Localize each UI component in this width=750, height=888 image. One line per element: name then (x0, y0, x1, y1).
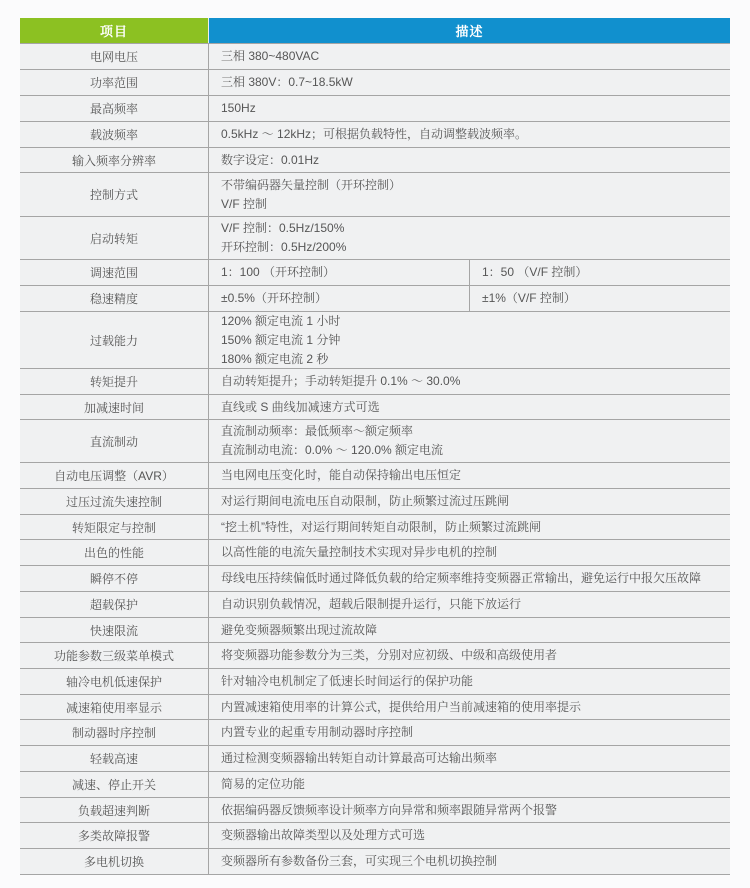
item-cell: 启动转矩 (20, 217, 209, 259)
desc-cell (209, 849, 730, 874)
item-cell: 出色的性能 (20, 540, 209, 565)
desc-line: 180% 额定电流 2 秒 (221, 351, 329, 366)
item-cell: 过压过流失速控制 (20, 489, 209, 514)
desc-line: 变频器输出故障类型以及处理方式可选 (221, 828, 426, 842)
item-cell: 加减速时间 (20, 395, 209, 419)
item-cell: 多电机切换 (20, 849, 209, 874)
desc-line: 变频器所有参数备份三套，可实现三个电机切换控制 (221, 854, 498, 868)
table-row (20, 369, 730, 395)
desc-cell (209, 260, 470, 285)
table-header-row (20, 18, 730, 44)
table-body (20, 44, 730, 875)
desc-line: 直流制动电流：0.0% ～ 120.0% 额定电流 (221, 443, 444, 457)
desc-line: 将变频器功能参数分为三类，分别对应初级、中级和高级使用者 (221, 648, 558, 662)
item-cell: 功率范围 (20, 70, 209, 95)
item-cell: 转矩提升 (20, 369, 209, 394)
item-cell: 制动器时序控制 (20, 720, 209, 745)
table-row (20, 772, 730, 798)
table-row (20, 618, 730, 643)
desc-line: ±1%（V/F 控制） (482, 291, 576, 305)
table-row (20, 148, 730, 173)
table-row (20, 286, 730, 312)
desc-line: 150% 额定电流 1 分钟 (221, 332, 341, 347)
desc-line: 直流制动频率：最低频率～额定频率 (221, 424, 414, 438)
table-row (20, 312, 730, 369)
desc-cell (209, 823, 730, 848)
desc-cell (209, 96, 730, 121)
table-row (20, 643, 730, 669)
item-cell: 过载能力 (20, 312, 209, 368)
item-cell: 轴冷电机低速保护 (20, 669, 209, 694)
item-cell: 控制方式 (20, 173, 209, 216)
table-row (20, 849, 730, 875)
table-row (20, 515, 730, 540)
desc-line: 避免变频器频繁出现过流故障 (221, 622, 378, 637)
table-row (20, 44, 730, 70)
desc-line: 内置减速箱使用率的计算公式，提供给用户当前减速箱的使用率提示 (221, 699, 582, 714)
desc-cell (209, 772, 730, 797)
item-cell: 减速箱使用率显示 (20, 695, 209, 719)
desc-cell (209, 746, 730, 771)
desc-cell (209, 566, 730, 591)
desc-line: 母线电压持续偏低时通过降低负载的给定频率维持变频器正常输出，避免运行中报欠压故障 (221, 571, 702, 585)
desc-cell (209, 669, 730, 694)
desc-line: 内置专业的起重专用制动器时序控制 (221, 725, 414, 739)
desc-line: 120% 额定电流 1 小时 (221, 313, 341, 328)
desc-line: 直线或 S 曲线加减速方式可选 (221, 399, 380, 414)
desc-cell (209, 463, 730, 488)
table-row (20, 566, 730, 592)
desc-line: ±0.5%（开环控制） (221, 291, 327, 305)
desc-cell (209, 286, 470, 311)
desc-line: 自动识别负载情况，超载后限制提升运行，只能下放运行 (221, 597, 522, 611)
item-cell: 多类故障报警 (20, 823, 209, 848)
desc-line: V/F 控制 (221, 196, 268, 211)
table-row (20, 746, 730, 772)
desc-line: 当电网电压变化时，能自动保持输出电压恒定 (221, 468, 462, 482)
item-cell: 稳速精度 (20, 286, 209, 311)
item-cell: 瞬停不停 (20, 566, 209, 591)
item-cell: 减速、停止开关 (20, 772, 209, 797)
desc-cell (209, 312, 730, 368)
desc-cell (209, 395, 730, 419)
desc-cell (209, 70, 730, 95)
desc-cell (209, 643, 730, 668)
desc-line: 对运行期间电流电压自动限制，防止频繁过流过压跳闸 (221, 494, 510, 508)
header-cell-item: 项目 (20, 18, 209, 43)
item-cell: 轻载高速 (20, 746, 209, 771)
desc-line: 依据编码器反馈频率设计频率方向异常和频率跟随异常两个报警 (221, 802, 558, 817)
item-cell: 最高频率 (20, 96, 209, 121)
item-cell: 快速限流 (20, 618, 209, 642)
desc-cell (209, 148, 730, 172)
item-cell: 调速范围 (20, 260, 209, 285)
table-row (20, 122, 730, 148)
desc-line: 1：100 （开环控制） (221, 265, 336, 279)
table-row (20, 798, 730, 823)
desc-line: 1：50 （V/F 控制） (482, 265, 588, 279)
table-row (20, 395, 730, 420)
desc-line: 简易的定位功能 (221, 777, 306, 791)
item-cell: 载波频率 (20, 122, 209, 147)
desc-cell (470, 286, 730, 311)
desc-line: 通过检测变频器输出转矩自动计算最高可达输出频率 (221, 751, 498, 765)
desc-cell (209, 44, 730, 69)
desc-line: 开环控制：0.5Hz/200% (221, 240, 347, 254)
table-row (20, 96, 730, 122)
desc-cell (209, 420, 730, 462)
desc-cell (209, 489, 730, 514)
desc-line: V/F 控制：0.5Hz/150% (221, 221, 345, 235)
desc-cell (209, 720, 730, 745)
item-cell: 电网电压 (20, 44, 209, 69)
table-row (20, 823, 730, 849)
desc-line: 0.5kHz ～ 12kHz；可根据负载特性，自动调整载波频率。 (221, 127, 528, 141)
item-cell: 功能参数三级菜单模式 (20, 643, 209, 668)
desc-cell (209, 217, 730, 259)
desc-line: 三相 380~480VAC (221, 49, 320, 63)
desc-cell (209, 695, 730, 719)
desc-line: 针对轴冷电机制定了低速长时间运行的保护功能 (221, 674, 474, 688)
desc-cell (209, 540, 730, 565)
table-row (20, 70, 730, 96)
item-cell: 超载保护 (20, 592, 209, 617)
table-row (20, 695, 730, 720)
desc-line: 不带编码器矢量控制（开环控制） (221, 177, 402, 192)
desc-cell (209, 515, 730, 539)
header-cell-description: 描述 (209, 18, 730, 43)
desc-line: 150Hz (221, 101, 256, 115)
desc-cell (209, 592, 730, 617)
desc-line: 数字设定：0.01Hz (221, 152, 320, 167)
table-row (20, 420, 730, 463)
desc-line: 自动转矩提升；手动转矩提升 0.1% ～ 30.0% (221, 374, 461, 388)
desc-cell (470, 260, 730, 285)
table-row (20, 669, 730, 695)
desc-line: 以高性能的电流矢量控制技术实现对异步电机的控制 (221, 545, 498, 559)
table-row (20, 260, 730, 286)
table-row (20, 720, 730, 746)
table-row (20, 173, 730, 217)
item-cell: 自动电压调整（AVR） (20, 463, 209, 488)
desc-cell (209, 798, 730, 822)
table-row (20, 592, 730, 618)
desc-line: “挖土机”特性，对运行期间转矩自动限制，防止频繁过流跳闸 (221, 519, 541, 534)
desc-cell (209, 369, 730, 394)
desc-line: 三相 380V：0.7~18.5kW (221, 75, 353, 89)
desc-cell (209, 618, 730, 642)
table-row (20, 217, 730, 260)
item-cell: 转矩限定与控制 (20, 515, 209, 539)
table-row (20, 540, 730, 566)
desc-cell (209, 173, 730, 216)
spec-table (20, 18, 730, 875)
item-cell: 负载超速判断 (20, 798, 209, 822)
desc-cell (209, 122, 730, 147)
item-cell: 直流制动 (20, 420, 209, 462)
item-cell: 输入频率分辨率 (20, 148, 209, 172)
table-row (20, 489, 730, 515)
table-row (20, 463, 730, 489)
